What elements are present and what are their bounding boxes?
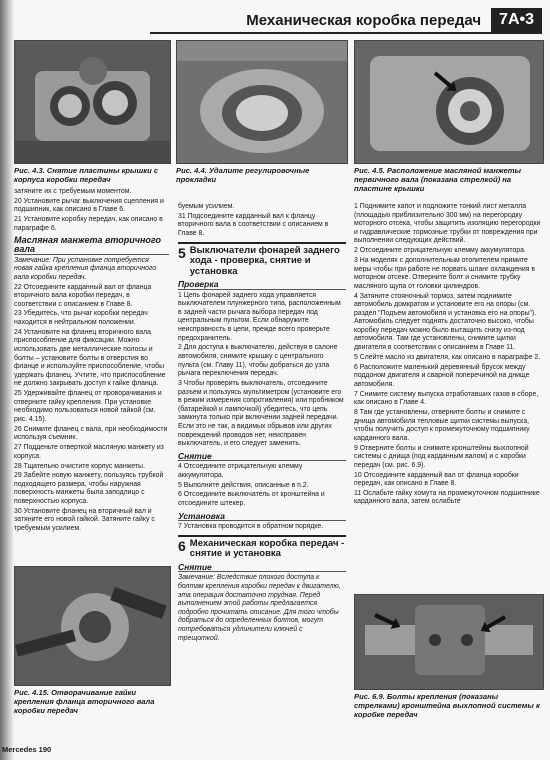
paragraph: 6 Отсоедините выключатель от кронштейна и отсоедините штекер. (178, 491, 325, 508)
paragraph: 6 Расположите маленький деревянный брусок между поддоном двигателя и сварной поперечиной на днище автомобиля. (354, 363, 530, 388)
header-title: Механическая коробка передач (246, 12, 482, 29)
oil-seal-photo (355, 41, 543, 163)
book-spine-shadow (0, 0, 14, 760)
caption-fig-4-4: Рис. 4.4. Удалите регулировочные прокладки (176, 166, 310, 185)
section-subheading: Масляная манжета вторичного вала (14, 236, 169, 254)
paragraph: 11 Ослабьте гайку хомута на промежуточном подшипнике карданного вала, затем ослабьте (354, 489, 540, 506)
subheading-removal: Снятие (178, 452, 346, 462)
paragraph: 30 Установите фланец на вторичный вал и затяните его новой гайкой. Затяните гайку с требуемым усилием. (14, 507, 155, 533)
text-column-1 (14, 188, 169, 535)
paragraph: 2 Отсоедините отрицательную клемму аккумулятора. (354, 247, 526, 255)
paragraph: 4 Отсоедините отрицательную клемму аккумулятора. (178, 463, 303, 479)
paragraph: 1 Цепь фонарей заднего хода управляется выключателем плунжерного типа, расположенным в задней части рычага выбора передач под центральным пультом. Если обнаружите неисправность в цепи, прежде всего проверьте предохранитель. (178, 291, 341, 342)
paragraph: 24 Установите на фланец вторичного вала приспособление для фиксации. Можно использовать две металлические полосы и болты – установите болты в отверстия во фланце и используйте приспособление, чтобы удержать фланец. Учтите, что приспособление не должно закрывать доступ к гайке фланца. (14, 328, 166, 388)
section-number: 6 (178, 537, 186, 554)
paragraph: буемым усилием. (178, 203, 235, 210)
caption-fig-4-5: Рис. 4.5. Расположение масляной манжеты первичного вала (показана стрелкой) на пластине крышки (354, 166, 521, 194)
paragraph: 26 Снимите фланец с вала, при необходимости используя съемник. (14, 425, 168, 442)
caption-fig-4-3: Рис. 4.3. Снятие пластины крышки с корпуса коробки передач (14, 166, 159, 185)
caption-fig-6-9: Рис. 6.9. Болты крепления (показаны стрелками) кронштейна выхлопной системы к коробке передач (354, 692, 540, 720)
paragraph: 2 Для доступа к выключателю, действуя в салоне автомобиля, снимите крышку с центрального пульта (см. Главу 11), чтобы добраться до узла рычага переключения передач. (178, 344, 338, 378)
note-paragraph: Замечание: При установке потребуется новая гайка крепления фланца вторичного вала коробки передач. (14, 256, 157, 281)
note-paragraph: Замечание: Вследствие плохого доступа к болтам крепления коробки передач к двигателю, эта операция достаточно трудная. Перед выполнением этой работы предлагается подробно прочитать описание. Для того чтобы добраться до определенных болтов, могут потребоваться удлинители ключей с трещоткой. (178, 574, 341, 642)
paragraph: 8 Там где установлены, отверните болты и снимите с днища автомобиля тепловые щитки системы выпуска, чтобы получить доступ к промежуточному подшипнику карданного вала. (354, 408, 530, 442)
paragraph: 28 Тщательно очистите корпус манжеты. (14, 462, 145, 470)
paragraph: 20 Установите рычаг выключения сцепления и подшипник, как описано в Главе 6. (14, 197, 164, 214)
page-header (150, 6, 542, 34)
section-title: Механическая коробка передач - снятие и установка (189, 537, 345, 560)
paragraph: 31 Подсоедините карданный вал к фланцу вторичного вала в соответствии с описанием в Главе 8. (178, 212, 329, 237)
paragraph: 21 Установите коробку передач, как описано в параграфе 6. (14, 216, 163, 232)
paragraph: 3 На моделях с дополнительным отопителем примите меры чтобы при работе не порвать шланг охлаждения в моторном отсеке. Отверните болт и снимите трубку масляного щупа от головки цилиндров. (354, 256, 535, 290)
section-title: Выключатели фонарей заднего хода - проверка, снятие и установка (189, 244, 340, 277)
photo-fig-4-3 (14, 40, 171, 164)
photo-fig-4-15 (14, 566, 171, 686)
gearbox-cover-photo (15, 41, 170, 163)
paragraph: 7 Снимите систему выпуска отработавших газов в сборе, как описано в Главе 4. (354, 390, 539, 407)
text-column-3 (354, 203, 542, 508)
shims-photo (177, 41, 347, 163)
paragraph: затяните их с требуемым моментом. (14, 188, 132, 195)
paragraph: 29 Забейте новую манжету, пользуясь трубкой подходящего размера, чтобы наружная поверхность манжеты была заподлицо с поверхностью корпуса. (14, 472, 164, 506)
photo-fig-6-9 (354, 594, 544, 690)
subheading-removal-2: Снятие (178, 563, 346, 573)
flange-nut-photo (15, 567, 170, 685)
page-footer: Mercedes 190 (2, 745, 52, 754)
paragraph: 25 Удерживайте фланец от проворачивания и отверните гайку крепления. При установке необходимо пользоваться новой гайкой (см. рис. 4.15). (14, 390, 162, 423)
paragraph: 22 Отсоедините карданный вал от фланца вторичного вала коробки передач, в соответствии с описанием в Главе 8. (14, 283, 152, 308)
paragraph: 27 Подденьте отверткой масляную манжету из корпуса. (14, 444, 164, 460)
paragraph: 5 Слейте масло из двигателя, как описано в параграфе 2. (354, 353, 541, 361)
subheading-install: Установка (178, 512, 346, 522)
section-number: 5 (178, 244, 186, 261)
paragraph: 23 Убедитесь, что рычаг коробки передач находится в нейтральном положении. (14, 310, 148, 327)
paragraph: 7 Установка проводится в обратном порядке. (178, 523, 324, 531)
paragraph: 10 Отсоедините карданный вал от фланца коробки передач, как описано в Главе 8. (354, 471, 519, 488)
paragraph: 1 Поднимите капот и подложите тонкий лист металла (площадью приблизительно 300 мм) на перегородку моторного отсека, чтобы защитить изоляцию перегородки и гидравлические тормозные трубки от повреждения при выполнении следующих действий. (354, 203, 541, 245)
section-header-6 (178, 535, 346, 560)
exhaust-bracket-photo (355, 595, 543, 689)
chapter-badge: 7A•3 (491, 8, 542, 32)
subheading-check: Проверка (178, 280, 346, 290)
text-column-2 (178, 203, 346, 644)
section-header-5 (178, 242, 346, 278)
paragraph: 3 Чтобы проверить выключатель, отсоедините разъем и пользуясь мультиметром (установите его в режим измерения сопротивления) или пробником (батарейкой и лампочкой) убедитесь, что цепь замкнута только при включении задней передачи. Если это не так, а видимых обрывов или других повреждений проводов нет, неисправен выключатель, и его следует заменить. (178, 379, 344, 448)
caption-fig-4-15: Рис. 4.15. Отворачивание гайки крепления фланца вторичного вала коробки передач (14, 688, 155, 716)
photo-fig-4-4 (176, 40, 348, 164)
photo-fig-4-5 (354, 40, 544, 164)
paragraph: 4 Затяните стояночный тормоз, затем поднимите автомобиль домкратом и установите его на опоры (см. раздел "Подъем автомобиля и установка его на опоры"). Автомобиль следует поднять достаточно высоко, чтобы коробку передач можно было вытащить снизу из-под автомобиля. Там где установлены, снимите щитки двигателя в соответствии с описанием в Главе 11. (354, 292, 537, 352)
paragraph: 9 Отверните болты и снимите кронштейны выхлопной системы с днища (под карданным валом) и с коробки передач (см. рис. 6.9). (354, 444, 529, 469)
paragraph: 5 Выполните действия, описанные в п.2. (178, 481, 309, 489)
